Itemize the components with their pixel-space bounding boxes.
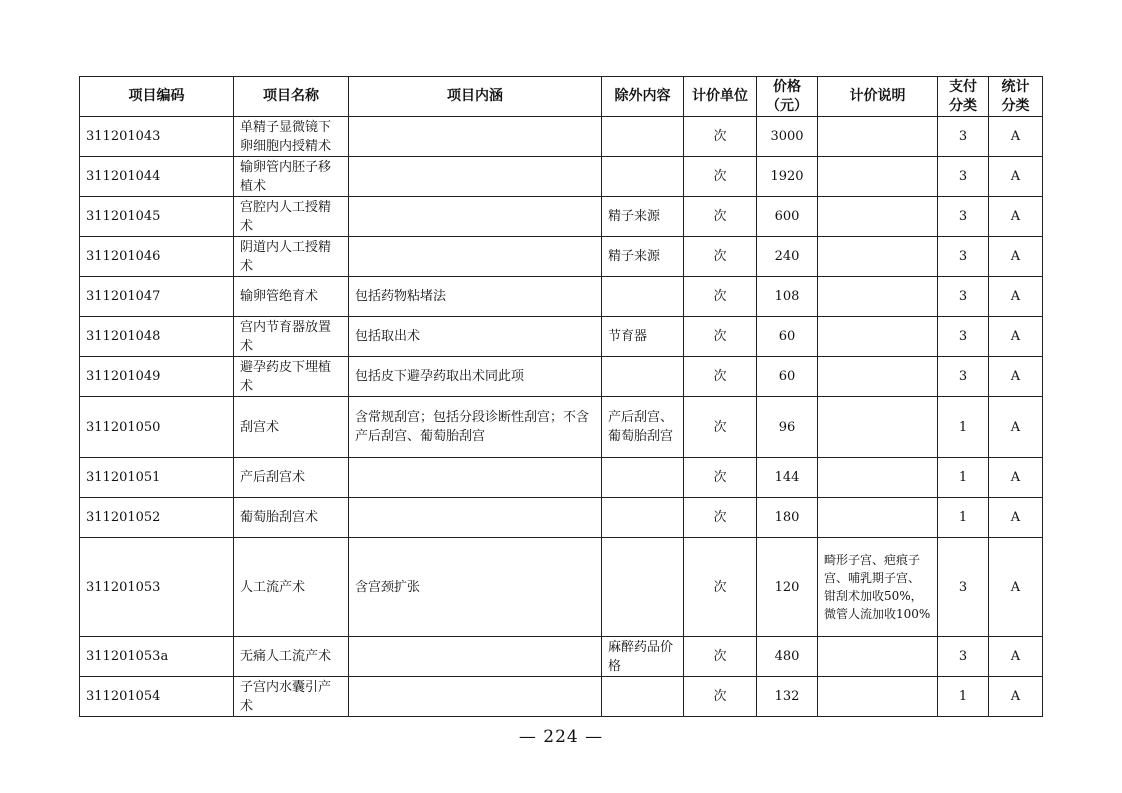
cell-note <box>818 397 938 458</box>
cell-name: 宫腔内人工授精术 <box>234 197 349 237</box>
cell-unit: 次 <box>684 197 757 237</box>
cell-excluded: 节育器 <box>602 317 684 357</box>
cell-note <box>818 357 938 397</box>
table-row <box>80 357 1043 397</box>
table-row <box>80 677 1043 717</box>
cell-name: 无痛人工流产术 <box>234 637 349 677</box>
cell-content <box>349 157 602 197</box>
cell-stat: A <box>989 538 1043 637</box>
table-row <box>80 538 1043 637</box>
cell-stat: A <box>989 237 1043 277</box>
cell-note <box>818 157 938 197</box>
cell-content <box>349 458 602 498</box>
header-name: 项目名称 <box>234 77 349 117</box>
cell-code: 311201052 <box>80 498 234 538</box>
cell-pay: 1 <box>938 397 989 458</box>
cell-code: 311201050 <box>80 397 234 458</box>
cell-excluded <box>602 538 684 637</box>
cell-content <box>349 637 602 677</box>
cell-name: 避孕药皮下埋植术 <box>234 357 349 397</box>
cell-note <box>818 677 938 717</box>
cell-price: 180 <box>757 498 818 538</box>
cell-unit: 次 <box>684 458 757 498</box>
cell-price: 480 <box>757 637 818 677</box>
cell-price: 144 <box>757 458 818 498</box>
cell-excluded: 麻醉药品价格 <box>602 637 684 677</box>
cell-code: 311201053a <box>80 637 234 677</box>
cell-unit: 次 <box>684 498 757 538</box>
cell-code: 311201051 <box>80 458 234 498</box>
cell-name: 产后刮宫术 <box>234 458 349 498</box>
cell-note <box>818 197 938 237</box>
cell-stat: A <box>989 157 1043 197</box>
header-stat: 统计分类 <box>989 77 1043 117</box>
cell-pay: 1 <box>938 677 989 717</box>
cell-note <box>818 458 938 498</box>
cell-code: 311201054 <box>80 677 234 717</box>
cell-unit: 次 <box>684 538 757 637</box>
cell-name: 宫内节育器放置术 <box>234 317 349 357</box>
cell-unit: 次 <box>684 357 757 397</box>
cell-content: 包括皮下避孕药取出术同此项 <box>349 357 602 397</box>
cell-excluded <box>602 677 684 717</box>
cell-code: 311201048 <box>80 317 234 357</box>
cell-unit: 次 <box>684 157 757 197</box>
cell-excluded: 精子来源 <box>602 197 684 237</box>
cell-unit: 次 <box>684 237 757 277</box>
cell-price: 60 <box>757 317 818 357</box>
cell-pay: 3 <box>938 277 989 317</box>
cell-code: 311201045 <box>80 197 234 237</box>
cell-excluded <box>602 458 684 498</box>
cell-unit: 次 <box>684 397 757 458</box>
cell-content <box>349 498 602 538</box>
cell-price: 3000 <box>757 117 818 157</box>
cell-name: 输卵管内胚子移植术 <box>234 157 349 197</box>
cell-stat: A <box>989 677 1043 717</box>
cell-excluded: 精子来源 <box>602 237 684 277</box>
cell-code: 311201043 <box>80 117 234 157</box>
cell-note <box>818 637 938 677</box>
cell-unit: 次 <box>684 317 757 357</box>
cell-pay: 3 <box>938 237 989 277</box>
table-row <box>80 277 1043 317</box>
cell-content: 含宫颈扩张 <box>349 538 602 637</box>
table-row <box>80 498 1043 538</box>
cell-name: 单精子显微镜下卵细胞内授精术 <box>234 117 349 157</box>
cell-excluded <box>602 357 684 397</box>
cell-note: 畸形子宫、疤痕子宫、哺乳期子宫、钳刮术加收50%，微管人流加收100% <box>818 538 938 637</box>
cell-unit: 次 <box>684 637 757 677</box>
cell-note <box>818 237 938 277</box>
table-row <box>80 397 1043 458</box>
cell-unit: 次 <box>684 677 757 717</box>
cell-stat: A <box>989 458 1043 498</box>
cell-name: 阴道内人工授精术 <box>234 237 349 277</box>
cell-stat: A <box>989 637 1043 677</box>
cell-price: 1920 <box>757 157 818 197</box>
cell-unit: 次 <box>684 117 757 157</box>
cell-name: 葡萄胎刮宫术 <box>234 498 349 538</box>
header-content: 项目内涵 <box>349 77 602 117</box>
table-row <box>80 317 1043 357</box>
header-unit: 计价单位 <box>684 77 757 117</box>
cell-code: 311201053 <box>80 538 234 637</box>
cell-pay: 3 <box>938 197 989 237</box>
table-row <box>80 637 1043 677</box>
table-row <box>80 197 1043 237</box>
cell-content: 包括取出术 <box>349 317 602 357</box>
cell-stat: A <box>989 397 1043 458</box>
table-row <box>80 237 1043 277</box>
cell-stat: A <box>989 277 1043 317</box>
cell-name: 刮宫术 <box>234 397 349 458</box>
cell-content <box>349 197 602 237</box>
cell-note <box>818 277 938 317</box>
cell-content <box>349 677 602 717</box>
cell-excluded <box>602 157 684 197</box>
cell-pay: 3 <box>938 357 989 397</box>
cell-pay: 3 <box>938 317 989 357</box>
cell-stat: A <box>989 317 1043 357</box>
cell-price: 600 <box>757 197 818 237</box>
price-table <box>79 76 1043 717</box>
cell-stat: A <box>989 498 1043 538</box>
cell-content: 包括药物粘堵法 <box>349 277 602 317</box>
cell-name: 输卵管绝育术 <box>234 277 349 317</box>
cell-name: 子宫内水囊引产术 <box>234 677 349 717</box>
table-header-row <box>80 77 1043 117</box>
cell-note <box>818 317 938 357</box>
header-pay: 支付分类 <box>938 77 989 117</box>
cell-unit: 次 <box>684 277 757 317</box>
cell-pay: 3 <box>938 637 989 677</box>
cell-price: 108 <box>757 277 818 317</box>
cell-excluded <box>602 117 684 157</box>
cell-code: 311201047 <box>80 277 234 317</box>
table-row <box>80 458 1043 498</box>
header-code: 项目编码 <box>80 77 234 117</box>
cell-stat: A <box>989 357 1043 397</box>
cell-price: 240 <box>757 237 818 277</box>
cell-code: 311201044 <box>80 157 234 197</box>
cell-excluded <box>602 498 684 538</box>
cell-pay: 3 <box>938 157 989 197</box>
cell-price: 120 <box>757 538 818 637</box>
cell-price: 96 <box>757 397 818 458</box>
cell-pay: 3 <box>938 538 989 637</box>
cell-stat: A <box>989 197 1043 237</box>
cell-code: 311201046 <box>80 237 234 277</box>
header-note: 计价说明 <box>818 77 938 117</box>
table-row <box>80 157 1043 197</box>
cell-note <box>818 117 938 157</box>
cell-code: 311201049 <box>80 357 234 397</box>
cell-content <box>349 117 602 157</box>
cell-excluded: 产后刮宫、葡萄胎刮宫 <box>602 397 684 458</box>
cell-content: 含常规刮宫；包括分段诊断性刮宫；不含产后刮宫、葡萄胎刮宫 <box>349 397 602 458</box>
header-price: 价格（元） <box>757 77 818 117</box>
cell-content <box>349 237 602 277</box>
cell-excluded <box>602 277 684 317</box>
cell-price: 132 <box>757 677 818 717</box>
cell-pay: 1 <box>938 458 989 498</box>
table-row <box>80 117 1043 157</box>
cell-name: 人工流产术 <box>234 538 349 637</box>
cell-pay: 1 <box>938 498 989 538</box>
cell-price: 60 <box>757 357 818 397</box>
cell-pay: 3 <box>938 117 989 157</box>
header-excluded: 除外内容 <box>602 77 684 117</box>
cell-note <box>818 498 938 538</box>
page-number: — 224 — <box>518 727 604 747</box>
cell-stat: A <box>989 117 1043 157</box>
